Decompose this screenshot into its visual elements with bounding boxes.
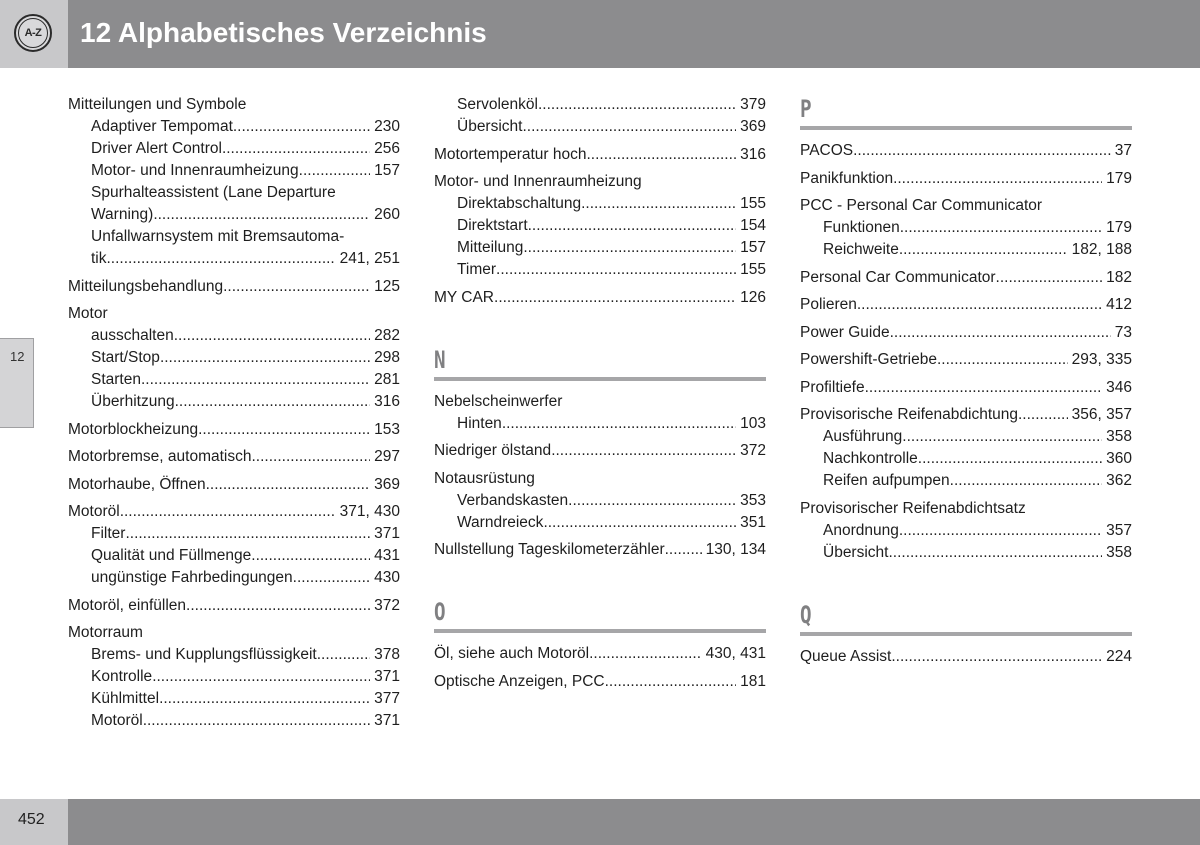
leader-dots: [153, 204, 370, 226]
a-z-index-icon: [14, 14, 52, 52]
index-subentry: [68, 182, 400, 204]
leader-dots: [543, 512, 736, 534]
page-reference: 371, 430: [339, 503, 400, 520]
page-number: 452: [18, 811, 45, 828]
index-subentry: [434, 193, 766, 215]
index-item: [68, 474, 400, 496]
entry-text: Provisorischer Reifenabdichtsatz: [800, 499, 1026, 517]
page-reference: 362: [1106, 472, 1132, 489]
entry-text: Personal Car Communicator: [800, 268, 996, 286]
subentry-text: Kühlmittel: [91, 690, 160, 707]
chapter-header: [0, 0, 1200, 68]
subentry-text: Adaptiver Tempomat: [91, 118, 233, 135]
index-section: [800, 94, 1132, 564]
index-subentry: [68, 160, 400, 182]
page-reference: 357: [1106, 521, 1132, 539]
chapter-title: 12 Alphabetisches Verzeichnis: [80, 17, 487, 48]
leader-dots: [523, 237, 736, 259]
index-entry: [434, 144, 766, 166]
index-subentry: [434, 259, 766, 281]
leader-dots: [502, 413, 736, 435]
entry-text: PCC - Personal Car Communicator: [800, 197, 1043, 214]
index-entry: [68, 419, 400, 441]
page-reference: 241, 251: [339, 250, 400, 267]
index-entry: [800, 349, 1132, 371]
section-letter: N: [434, 345, 446, 374]
index-subentry: [800, 470, 1132, 492]
leader-dots: [223, 276, 370, 298]
page-reference: 153: [374, 420, 400, 438]
entry-text: Provisorische Reifenabdichtung: [800, 406, 1018, 423]
page-number-box: [0, 799, 68, 845]
subentry-text: Starten: [91, 371, 141, 388]
page-reference: 181: [740, 672, 766, 690]
index-entry: [434, 671, 766, 693]
leader-dots: [299, 160, 370, 182]
leader-dots: [317, 644, 370, 666]
leader-dots: [141, 369, 370, 391]
subentry-text: Verbandskasten: [457, 491, 569, 509]
index-column-2: [434, 94, 766, 693]
page-reference: 430: [374, 569, 400, 586]
index-entry: [68, 622, 400, 644]
subentry-text: Nachkontrolle: [823, 450, 918, 467]
entry-text: Motorbremse, automatisch: [68, 448, 252, 465]
page-reference: 157: [374, 162, 400, 179]
section-letter: O: [434, 598, 446, 626]
page-reference: 369: [740, 118, 766, 135]
index-item: [800, 322, 1132, 344]
index-subentry: [68, 204, 400, 226]
entry-text: Motorhaube, Öffnen: [68, 475, 206, 493]
subentry-text: Warndreieck: [457, 513, 544, 531]
leader-dots: [175, 391, 371, 413]
index-subentry: [68, 567, 400, 589]
subentry-text: Übersicht: [457, 118, 523, 135]
subentry-text: Spurhalteassistent (Lane Departure: [91, 184, 336, 201]
index-subentry: [68, 688, 400, 710]
leader-dots: [950, 470, 1102, 492]
index-item: [434, 643, 766, 665]
index-item: [800, 404, 1132, 492]
entry-text: Niedriger ölstand: [434, 442, 552, 459]
page-reference: 125: [374, 277, 400, 295]
entry-text: Nullstellung Tageskilometerzähler: [434, 541, 665, 558]
entry-text: Queue Assist: [800, 647, 892, 665]
leader-dots: [107, 248, 336, 270]
subentry-text: Driver Alert Control: [91, 140, 222, 157]
entry-text: Motor: [68, 305, 108, 322]
page-reference: 37: [1114, 142, 1132, 159]
index-subentry: [800, 448, 1132, 470]
index-entry: [68, 501, 400, 523]
entry-text: Nebelscheinwerfer: [434, 392, 563, 410]
index-item: [800, 195, 1132, 261]
leader-dots: [143, 710, 370, 732]
index-section: [434, 94, 766, 309]
index-subentry: [434, 413, 766, 435]
index-section: [68, 94, 400, 732]
index-subentry: [68, 666, 400, 688]
index-entry: [800, 646, 1132, 668]
leader-dots: [293, 567, 370, 589]
index-entry: [800, 140, 1132, 162]
page-reference: 353: [740, 491, 766, 509]
subentry-text: Filter: [91, 525, 126, 542]
page-reference: 372: [374, 596, 400, 614]
leader-dots: [937, 349, 1068, 371]
index-entry: [434, 643, 766, 665]
leader-dots: [605, 671, 737, 693]
index-item: [68, 303, 400, 413]
section-letter: Q: [800, 600, 812, 629]
index-item: [434, 144, 766, 166]
subentry-text: Direktabschaltung: [457, 195, 582, 212]
index-subentry: [68, 116, 400, 138]
leader-dots: [865, 377, 1103, 399]
page-reference: 182, 188: [1071, 241, 1132, 258]
leader-dots: [186, 595, 370, 617]
leader-dots: [551, 440, 736, 462]
index-item: [434, 440, 766, 462]
index-column-1: [68, 94, 400, 732]
index-item: [68, 94, 400, 270]
leader-dots: [665, 539, 702, 561]
leader-dots: [899, 520, 1102, 542]
page-reference: 412: [1106, 296, 1132, 313]
index-subentry: [68, 369, 400, 391]
leader-dots: [233, 116, 370, 138]
index-column-3: [800, 94, 1132, 668]
leader-dots: [496, 259, 736, 281]
page-reference: 154: [740, 217, 766, 234]
subentry-text: Warning): [91, 206, 154, 223]
subentry-text: Ausführung: [823, 428, 903, 445]
index-item: [800, 349, 1132, 371]
index-subentry: [68, 347, 400, 369]
page-reference: 293, 335: [1071, 351, 1132, 368]
entry-text: Notausrüstung: [434, 469, 535, 487]
leader-dots: [528, 215, 737, 237]
page-reference: 103: [740, 414, 766, 432]
entry-text: PACOS: [800, 142, 854, 159]
index-subentry: [434, 215, 766, 237]
subentry-text: Unfallwarnsystem mit Bremsautoma-: [91, 228, 345, 245]
entry-text: Mitteilungen und Symbole: [68, 96, 247, 113]
leader-dots: [888, 542, 1102, 564]
section-divider: [434, 629, 766, 633]
index-item: [800, 377, 1132, 399]
index-item: [434, 539, 766, 561]
leader-dots: [893, 168, 1102, 190]
subentry-text: Übersicht: [823, 543, 889, 561]
page-footer: [0, 799, 1200, 845]
chapter-side-tab-label: 12: [10, 349, 25, 364]
subentry-text: Start/Stop: [91, 349, 160, 366]
subentry-text: Timer: [457, 261, 497, 278]
index-entry: [800, 267, 1132, 289]
page-reference: 369: [374, 475, 400, 493]
leader-dots: [587, 144, 737, 166]
index-subentry: [68, 545, 400, 567]
entry-text: Motortemperatur hoch: [434, 145, 587, 163]
subentry-text: Mitteilung: [457, 239, 524, 256]
index-subentry: [68, 325, 400, 347]
index-item: [800, 267, 1132, 289]
page-reference: 371: [374, 712, 400, 729]
index-entry: [800, 322, 1132, 344]
page-reference: 130, 134: [705, 541, 766, 558]
index-item: [68, 419, 400, 441]
page-reference: 281: [374, 371, 400, 388]
index-subentry: [434, 237, 766, 259]
index-subentry: [68, 391, 400, 413]
leader-dots: [159, 688, 370, 710]
subentry-text: Anordnung: [823, 521, 899, 539]
index-item: [434, 94, 766, 138]
page-reference: 157: [740, 239, 766, 256]
subentry-text: Reichweite: [823, 241, 899, 258]
page-reference: 371: [374, 525, 400, 542]
subentry-text: ausschalten: [91, 327, 174, 344]
index-entry: [800, 168, 1132, 190]
page-reference: 260: [374, 206, 400, 223]
leader-dots: [251, 545, 370, 567]
leader-dots: [152, 666, 370, 688]
page-reference: 371: [374, 668, 400, 685]
leader-dots: [1018, 404, 1068, 426]
subentry-text: Motoröl: [91, 712, 143, 729]
index-entry: [68, 446, 400, 468]
index-item: [434, 391, 766, 435]
leader-dots: [581, 193, 736, 215]
page-reference: 377: [374, 690, 400, 707]
entry-text: Öl, siehe auch Motoröl: [434, 645, 590, 662]
index-subentry: [68, 710, 400, 732]
index-subentry: [68, 644, 400, 666]
leader-dots: [900, 217, 1102, 239]
index-entry: [434, 391, 766, 413]
leader-dots: [198, 419, 370, 441]
index-item: [68, 446, 400, 468]
index-subentry: [800, 217, 1132, 239]
page-reference: 297: [374, 448, 400, 465]
section-divider: [800, 632, 1132, 636]
page-reference: 73: [1114, 323, 1132, 341]
page-reference: 358: [1106, 428, 1132, 445]
index-entry: [800, 498, 1132, 520]
index-item: [434, 287, 766, 309]
section-divider: [434, 377, 766, 381]
index-item: [800, 140, 1132, 162]
index-entry: [800, 404, 1132, 426]
page-reference: 298: [374, 349, 400, 366]
leader-dots: [494, 287, 736, 309]
page-reference: 182: [1106, 268, 1132, 286]
index-item: [68, 622, 400, 732]
index-subentry: [800, 426, 1132, 448]
page-reference: 155: [740, 195, 766, 212]
index-entry: [800, 195, 1132, 217]
index-entry: [434, 468, 766, 490]
index-item: [434, 468, 766, 534]
section-divider: [800, 126, 1132, 130]
page-reference: 351: [740, 513, 766, 531]
page-reference: 282: [374, 327, 400, 344]
leader-dots: [857, 294, 1102, 316]
leader-dots: [996, 267, 1103, 289]
index-entry: [68, 94, 400, 116]
entry-text: Panikfunktion: [800, 169, 894, 187]
leader-dots: [899, 239, 1068, 261]
index-entry: [68, 474, 400, 496]
page-reference: 372: [740, 442, 766, 459]
page-reference: 224: [1106, 647, 1132, 665]
subentry-text: Servolenköl: [457, 96, 538, 113]
index-item: [800, 168, 1132, 190]
page-reference: 155: [740, 261, 766, 278]
entry-text: MY CAR: [434, 288, 495, 306]
entry-text: Motor- und Innenraumheizung: [434, 173, 642, 190]
page-reference: 316: [374, 393, 400, 410]
leader-dots: [538, 94, 736, 116]
leader-dots: [918, 448, 1102, 470]
leader-dots: [890, 322, 1111, 344]
index-subentry: [434, 512, 766, 534]
index-entry: [800, 377, 1132, 399]
subentry-text: Direktstart: [457, 217, 528, 234]
chapter-icon-box: [0, 0, 68, 68]
page-reference: 316: [740, 145, 766, 163]
index-item: [800, 498, 1132, 564]
index-entry: [434, 171, 766, 193]
index-item: [800, 646, 1132, 668]
subentry-text: Überhitzung: [91, 393, 175, 410]
index-item: [800, 294, 1132, 316]
subentry-text: ungünstige Fahrbedingungen: [91, 569, 293, 586]
leader-dots: [125, 523, 370, 545]
index-entry: [800, 294, 1132, 316]
page-reference: 179: [1106, 219, 1132, 236]
leader-dots: [222, 138, 370, 160]
index-section: [434, 345, 766, 562]
entry-text: Optische Anzeigen, PCC: [434, 672, 605, 690]
leader-dots: [206, 474, 371, 496]
page-reference: 356, 357: [1071, 406, 1132, 423]
section-letter: P: [800, 95, 812, 123]
page-reference: 126: [740, 288, 766, 306]
index-subentry: [68, 523, 400, 545]
index-entry: [434, 287, 766, 309]
index-item: [68, 595, 400, 617]
entry-text: Profiltiefe: [800, 378, 865, 396]
index-item: [68, 276, 400, 298]
leader-dots: [120, 501, 336, 523]
page-reference: 431: [374, 547, 400, 564]
subentry-text: Motor- und Innenraumheizung: [91, 162, 299, 179]
index-subentry: [800, 520, 1132, 542]
subentry-text: Reifen aufpumpen: [823, 472, 950, 489]
leader-dots: [174, 325, 370, 347]
entry-text: Motorraum: [68, 624, 143, 641]
index-entry: [68, 276, 400, 298]
page-reference: 430, 431: [705, 645, 766, 662]
index-entry: [68, 303, 400, 325]
a-z-badge-label: A-Z: [18, 18, 48, 48]
index-item: [434, 171, 766, 281]
leader-dots: [902, 426, 1102, 448]
entry-text: Motorblockheizung: [68, 420, 199, 438]
index-subentry: [68, 138, 400, 160]
subentry-text: Kontrolle: [91, 668, 153, 685]
page-reference: 179: [1106, 169, 1132, 187]
page-reference: 358: [1106, 543, 1132, 561]
index-subentry: [68, 248, 400, 270]
leader-dots: [589, 643, 702, 665]
entry-text: Polieren: [800, 296, 857, 313]
leader-dots: [252, 446, 371, 468]
page-reference: 230: [374, 118, 400, 135]
index-subentry: [68, 226, 400, 248]
page-reference: 346: [1106, 378, 1132, 396]
page-reference: 360: [1106, 450, 1132, 467]
index-entry: [434, 440, 766, 462]
index-subentry: [800, 239, 1132, 261]
index-entry: [434, 539, 766, 561]
index-item: [68, 501, 400, 589]
index-subentry: [800, 542, 1132, 564]
index-subentry: [434, 490, 766, 512]
subentry-text: Qualität und Füllmenge: [91, 547, 252, 564]
entry-text: Power Guide: [800, 323, 890, 341]
chapter-side-tab: [0, 338, 34, 428]
subentry-text: Brems- und Kupplungsflüssigkeit: [91, 646, 317, 663]
index-item: [434, 671, 766, 693]
subentry-text: tik: [91, 250, 107, 267]
index-subentry: [434, 94, 766, 116]
leader-dots: [568, 490, 736, 512]
subentry-text: Funktionen: [823, 219, 900, 236]
page-reference: 379: [740, 96, 766, 113]
index-subentry: [434, 116, 766, 138]
entry-text: Motoröl: [68, 503, 120, 520]
entry-text: Powershift-Getriebe: [800, 351, 937, 368]
page-reference: 256: [374, 140, 400, 157]
subentry-text: Hinten: [457, 414, 502, 432]
leader-dots: [891, 646, 1102, 668]
index-section: [434, 597, 766, 693]
index-entry: [68, 595, 400, 617]
entry-text: Mitteilungsbehandlung: [68, 277, 224, 295]
index-section: [800, 600, 1132, 668]
leader-dots: [853, 140, 1111, 162]
page-reference: 378: [374, 646, 400, 663]
leader-dots: [522, 116, 736, 138]
entry-text: Motoröl, einfüllen: [68, 596, 187, 614]
leader-dots: [160, 347, 370, 369]
